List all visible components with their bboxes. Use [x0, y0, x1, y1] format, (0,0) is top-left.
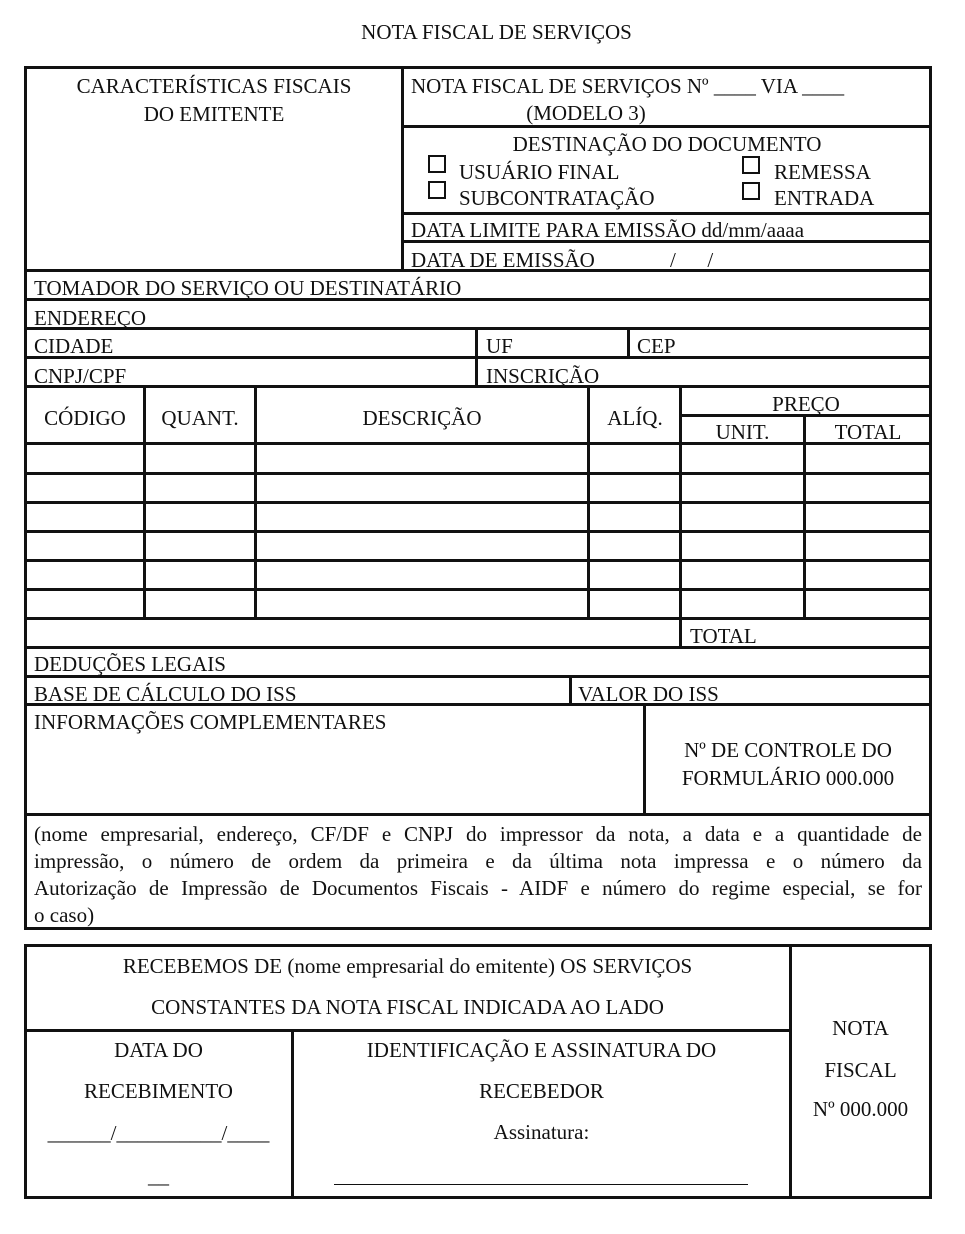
divider [24, 588, 932, 591]
deducoes-field[interactable]: DEDUÇÕES LEGAIS [34, 652, 226, 676]
cidade-field[interactable]: CIDADE [34, 334, 114, 358]
divider [24, 646, 932, 649]
nf-number-field[interactable]: NOTA FISCAL DE SERVIÇOS Nº ____ VIA ____ [411, 74, 845, 98]
divider [24, 559, 932, 562]
impressor-note-line: o caso) [34, 903, 95, 927]
data-recebimento-label: DATA DO [114, 1038, 203, 1062]
col-header-aliq: ALÍQ. [607, 406, 663, 430]
emitente-label: DO EMITENTE [143, 102, 285, 126]
impressor-note-line: Autorização de Impressão de Documentos Fiscais - AIDF e número do regime especial, se for [34, 876, 922, 900]
divider [24, 356, 932, 359]
tomador-title: TOMADOR DO SERVIÇO OU DESTINATÁRIO [34, 276, 462, 300]
col-header-total: TOTAL [834, 420, 902, 444]
entrada-label: ENTRADA [774, 186, 875, 210]
divider [24, 530, 932, 533]
table-total-label: TOTAL [690, 624, 757, 648]
impressor-note [34, 821, 922, 929]
impressor-note-line: impressão, o número de ordem da primeira e da última nota impressa e o número da [34, 849, 922, 873]
divider [24, 327, 932, 330]
divider [24, 617, 932, 620]
canhoto-border-left [24, 944, 27, 1199]
nota-fiscal-stub-number: Nº 000.000 [812, 1097, 909, 1121]
divider [24, 501, 932, 504]
form-border-top [24, 66, 932, 69]
canhoto-border-bottom [24, 1196, 932, 1199]
col-header-preco: PREÇO [772, 392, 840, 416]
data-emissao-label: DATA DE EMISSÃO [411, 248, 595, 272]
nota-fiscal-stub-label: FISCAL [824, 1058, 897, 1082]
subcontratacao-label: SUBCONTRATAÇÃO [459, 186, 655, 210]
controle-label: FORMULÁRIO 000.000 [681, 766, 895, 790]
data-recebimento-field[interactable]: ______/__________/____ [47, 1121, 270, 1145]
info-complementares-field[interactable]: INFORMAÇÕES COMPLEMENTARES [34, 710, 387, 734]
divider [475, 328, 478, 387]
data-emissao-field[interactable]: / / [670, 248, 714, 272]
canhoto-border-right [929, 944, 932, 1199]
col-header-descricao: DESCRIÇÃO [362, 406, 482, 430]
nota-fiscal-stub-label: NOTA [832, 1016, 889, 1040]
form-border-right [929, 66, 932, 930]
usuario-final-label: USUÁRIO FINAL [459, 160, 620, 184]
identificacao-label: RECEBEDOR [479, 1079, 604, 1103]
data-recebimento-field[interactable]: __ [148, 1164, 169, 1188]
data-recebimento-label: RECEBIMENTO [84, 1079, 233, 1103]
form-border-left [24, 66, 27, 930]
col-header-quant: QUANT. [161, 406, 239, 430]
cep-field[interactable]: CEP [637, 334, 676, 358]
uf-field[interactable]: UF [486, 334, 513, 358]
divider [803, 415, 806, 619]
destinacao-title: DESTINAÇÃO DO DOCUMENTO [512, 132, 822, 156]
divider [24, 813, 932, 816]
remessa-label: REMESSA [774, 160, 871, 184]
divider [24, 1029, 791, 1032]
col-header-unit: UNIT. [715, 420, 770, 444]
page-title: NOTA FISCAL DE SERVIÇOS [361, 20, 632, 44]
cnpj-cpf-field[interactable]: CNPJ/CPF [34, 364, 127, 388]
checkbox-usuario-final[interactable] [428, 155, 446, 173]
divider [24, 472, 932, 475]
inscricao-field[interactable]: INSCRIÇÃO [486, 364, 600, 388]
recebemos-text: CONSTANTES DA NOTA FISCAL INDICADA AO LADO [151, 995, 664, 1019]
valor-iss-field[interactable]: VALOR DO ISS [578, 682, 719, 706]
endereco-field[interactable]: ENDEREÇO [34, 306, 146, 330]
impressor-note-line: (nome empresarial, endereço, CF/DF e CNPJ do impressor da nota, a data e a quantidade de [34, 822, 922, 846]
col-header-codigo: CÓDIGO [44, 406, 126, 430]
checkbox-entrada[interactable] [742, 182, 760, 200]
divider [24, 385, 932, 388]
checkbox-subcontratacao[interactable] [428, 181, 446, 199]
controle-label: Nº DE CONTROLE DO [684, 738, 892, 762]
divider [627, 328, 630, 358]
assinatura-line[interactable] [334, 1184, 748, 1185]
canhoto-border-top [24, 944, 932, 947]
checkbox-remessa[interactable] [742, 156, 760, 174]
divider [569, 676, 572, 705]
base-calculo-field[interactable]: BASE DE CÁLCULO DO ISS [34, 682, 297, 706]
divider [402, 212, 931, 215]
recebemos-text: RECEBEMOS DE (nome empresarial do emitente) OS SERVIÇOS [122, 954, 693, 978]
data-limite-label: DATA LIMITE PARA EMISSÃO dd/mm/aaaa [411, 218, 805, 242]
assinatura-label: Assinatura: [493, 1120, 590, 1144]
modelo-label: (MODELO 3) [526, 101, 646, 125]
identificacao-label: IDENTIFICAÇÃO E ASSINATURA DO [366, 1038, 717, 1062]
emitente-label: CARACTERÍSTICAS FISCAIS [76, 74, 352, 98]
